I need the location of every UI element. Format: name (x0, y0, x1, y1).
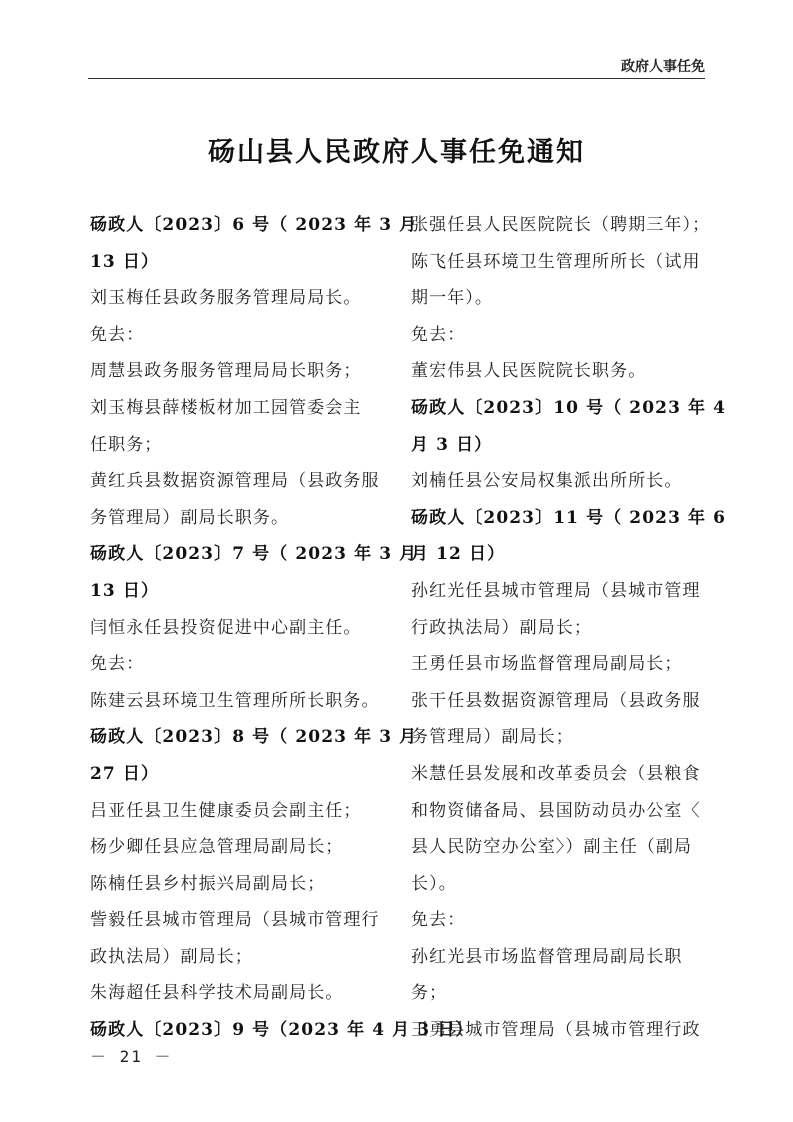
text-line: 訾毅任县城市管理局（县城市管理行 (90, 910, 380, 931)
notice-number-line: 砀政人〔2023〕7 号（ 2023 年 3 月 (90, 544, 418, 565)
text-line: 陈楠任县乡村振兴局副局长； (90, 873, 326, 894)
text-line: 吕亚任县卫生健康委员会副主任； (90, 800, 362, 821)
text-line: 陈飞任县环境卫生管理所所长（试用 (411, 251, 701, 272)
notice-number-line: 砀政人〔2023〕10 号（ 2023 年 4 (411, 397, 727, 418)
notice-number-line: 13 日） (90, 251, 160, 272)
text-line: 政执法局）副局长； (90, 946, 253, 967)
notice-number-line: 月 12 日） (411, 544, 506, 565)
notice-number-line: 砀政人〔2023〕11 号（ 2023 年 6 (411, 507, 727, 528)
text-line: 张干任县数据资源管理局（县政务服 (411, 690, 701, 711)
page-number: － 21 － (90, 1047, 173, 1066)
text-line: 长）。 (411, 873, 457, 894)
text-line: 县人民防空办公室〉）副主任（副局 (411, 837, 693, 858)
text-line: 周慧县政务服务管理局局长职务； (90, 361, 362, 382)
notice-number-line: 27 日） (90, 763, 160, 784)
running-header-label: 政府人事任免 (621, 59, 705, 75)
text-line: 免去： (411, 324, 466, 345)
text-line: 董宏伟县人民医院院长职务。 (411, 361, 647, 382)
notice-number-line: 砀政人〔2023〕6 号（ 2023 年 3 月 (90, 215, 418, 235)
text-line: 陈建云县环境卫生管理所所长职务。 (90, 690, 380, 711)
document-title: 砀山县人民政府人事任免通知 (208, 137, 585, 168)
text-line: 免去： (411, 910, 466, 931)
text-line: 刘玉梅任县政务服务管理局局长。 (90, 288, 362, 309)
notice-number-line: 砀政人〔2023〕8 号（ 2023 年 3 月 (90, 727, 418, 748)
text-line: 行政执法局）副局长； (411, 617, 592, 638)
text-line: 和物资储备局、县国防动员办公室〈 (411, 800, 701, 821)
text-line: 孙红光任县城市管理局（县城市管理 (411, 580, 701, 601)
text-line: 刘玉梅县薛楼板材加工园管委会主 (90, 397, 362, 418)
text-line: 米慧任县发展和改革委员会（县粮食 (411, 763, 701, 784)
text-line: 孙红光县市场监督管理局副局长职 (411, 946, 683, 967)
text-line: 杨少卿任县应急管理局副局长； (90, 837, 344, 858)
text-line: 刘楠任县公安局权集派出所所长。 (411, 471, 683, 492)
text-line: 王勇县城市管理局（县城市管理行政 (411, 1020, 701, 1041)
text-line: 朱海超任县科学技术局副局长。 (90, 983, 344, 1004)
text-line: 免去： (90, 324, 145, 345)
right-column (411, 212, 727, 1054)
notice-number-line: 月 3 日） (411, 434, 493, 455)
text-line: 张强任县人民医院院长（聘期三年）； (411, 215, 711, 235)
text-line: 任职务； (90, 434, 163, 455)
notice-number-line: 13 日） (90, 580, 160, 601)
text-line: 务； (411, 983, 448, 1004)
text-line: 黄红兵县数据资源管理局（县政务服 (90, 471, 380, 492)
running-header (88, 54, 705, 79)
text-line: 王勇任县市场监督管理局副局长； (411, 654, 683, 675)
notice-number-line: 砀政人〔2023〕9 号（2023 年 4 月 3 日） (90, 1020, 474, 1041)
text-line: 务管理局）副局长； (411, 727, 574, 748)
text-line: 闫恒永任县投资促进中心副主任。 (90, 617, 362, 638)
text-line: 期一年）。 (411, 288, 493, 309)
text-line: 务管理局）副局长职务。 (90, 507, 290, 528)
text-line: 免去： (90, 654, 145, 675)
